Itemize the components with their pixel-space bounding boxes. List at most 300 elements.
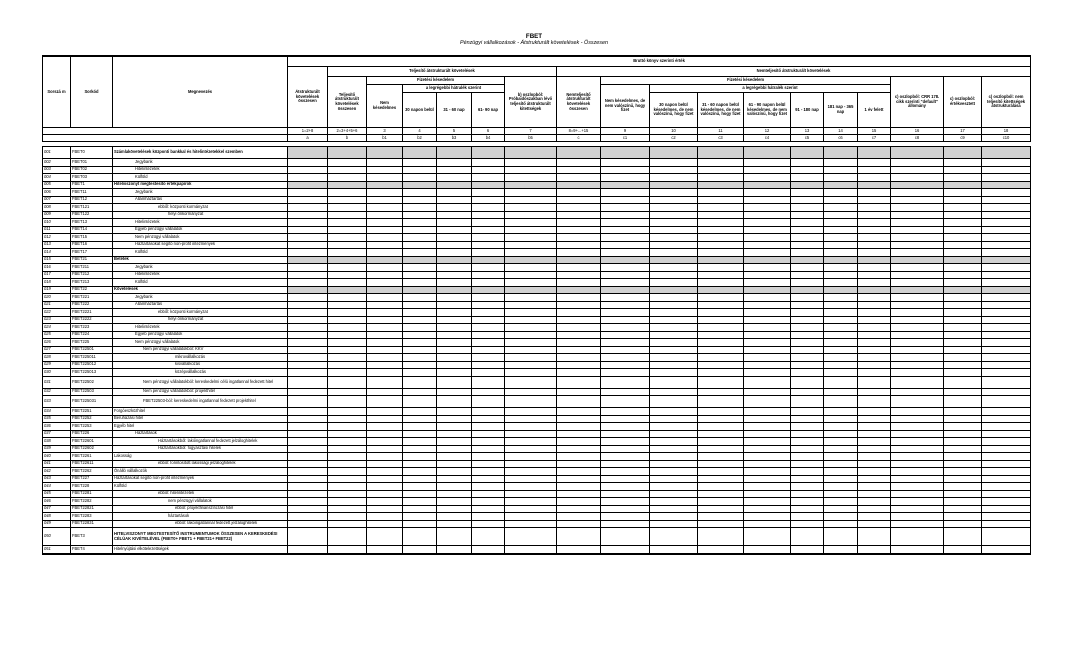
value-cell[interactable]: [944, 301, 982, 309]
value-cell[interactable]: [367, 234, 403, 242]
value-cell[interactable]: [505, 189, 557, 197]
value-cell[interactable]: [472, 475, 505, 483]
value-cell[interactable]: [472, 279, 505, 287]
value-cell[interactable]: [403, 241, 437, 249]
value-cell[interactable]: [650, 388, 698, 396]
value-cell[interactable]: [744, 376, 791, 388]
value-cell[interactable]: [403, 211, 437, 219]
value-cell[interactable]: [437, 159, 472, 167]
value-cell[interactable]: [891, 513, 944, 521]
value-cell[interactable]: [328, 460, 367, 468]
value-cell[interactable]: [288, 453, 328, 461]
value-cell[interactable]: [944, 513, 982, 521]
value-cell[interactable]: [744, 159, 791, 167]
value-cell[interactable]: [698, 408, 744, 416]
value-cell[interactable]: [328, 174, 367, 182]
value-cell[interactable]: [557, 339, 601, 347]
value-cell[interactable]: [791, 520, 824, 528]
value-cell[interactable]: [791, 174, 824, 182]
value-cell[interactable]: [505, 408, 557, 416]
value-cell[interactable]: [505, 369, 557, 377]
value-cell[interactable]: [650, 408, 698, 416]
value-cell[interactable]: [982, 460, 1031, 468]
value-cell[interactable]: [505, 475, 557, 483]
value-cell[interactable]: [367, 279, 403, 287]
value-cell[interactable]: [650, 301, 698, 309]
value-cell[interactable]: [328, 204, 367, 212]
value-cell[interactable]: [367, 430, 403, 438]
value-cell[interactable]: [744, 249, 791, 257]
value-cell[interactable]: [328, 324, 367, 332]
value-cell[interactable]: [650, 279, 698, 287]
value-cell[interactable]: [698, 339, 744, 347]
value-cell[interactable]: [505, 528, 557, 546]
value-cell[interactable]: [367, 181, 403, 189]
value-cell[interactable]: [288, 189, 328, 197]
value-cell[interactable]: [437, 249, 472, 257]
value-cell[interactable]: [698, 286, 744, 294]
value-cell[interactable]: [791, 226, 824, 234]
value-cell[interactable]: [505, 396, 557, 408]
value-cell[interactable]: [557, 354, 601, 362]
value-cell[interactable]: [288, 324, 328, 332]
value-cell[interactable]: [601, 354, 650, 362]
value-cell[interactable]: [944, 445, 982, 453]
value-cell[interactable]: [437, 324, 472, 332]
value-cell[interactable]: [744, 354, 791, 362]
value-cell[interactable]: [472, 324, 505, 332]
value-cell[interactable]: [367, 174, 403, 182]
value-cell[interactable]: [744, 226, 791, 234]
value-cell[interactable]: [328, 294, 367, 302]
value-cell[interactable]: [403, 408, 437, 416]
value-cell[interactable]: [824, 316, 858, 324]
value-cell[interactable]: [744, 483, 791, 491]
value-cell[interactable]: [288, 204, 328, 212]
value-cell[interactable]: [288, 354, 328, 362]
value-cell[interactable]: [601, 189, 650, 197]
value-cell[interactable]: [944, 166, 982, 174]
value-cell[interactable]: [557, 219, 601, 227]
value-cell[interactable]: [557, 196, 601, 204]
value-cell[interactable]: [505, 241, 557, 249]
value-cell[interactable]: [744, 264, 791, 272]
value-cell[interactable]: [982, 204, 1031, 212]
value-cell[interactable]: [328, 354, 367, 362]
value-cell[interactable]: [437, 226, 472, 234]
value-cell[interactable]: [858, 396, 891, 408]
value-cell[interactable]: [472, 159, 505, 167]
value-cell[interactable]: [288, 241, 328, 249]
value-cell[interactable]: [982, 166, 1031, 174]
value-cell[interactable]: [791, 271, 824, 279]
value-cell[interactable]: [367, 226, 403, 234]
value-cell[interactable]: [557, 498, 601, 506]
value-cell[interactable]: [858, 346, 891, 354]
value-cell[interactable]: [288, 475, 328, 483]
value-cell[interactable]: [601, 505, 650, 513]
value-cell[interactable]: [328, 331, 367, 339]
value-cell[interactable]: [891, 415, 944, 423]
value-cell[interactable]: [403, 174, 437, 182]
value-cell[interactable]: [328, 490, 367, 498]
value-cell[interactable]: [367, 520, 403, 528]
value-cell[interactable]: [472, 453, 505, 461]
value-cell[interactable]: [328, 445, 367, 453]
value-cell[interactable]: [437, 513, 472, 521]
value-cell[interactable]: [367, 453, 403, 461]
value-cell[interactable]: [328, 189, 367, 197]
value-cell[interactable]: [824, 241, 858, 249]
value-cell[interactable]: [328, 219, 367, 227]
value-cell[interactable]: [650, 159, 698, 167]
value-cell[interactable]: [858, 309, 891, 317]
value-cell[interactable]: [650, 520, 698, 528]
value-cell[interactable]: [891, 271, 944, 279]
value-cell[interactable]: [650, 460, 698, 468]
value-cell[interactable]: [891, 286, 944, 294]
value-cell[interactable]: [472, 166, 505, 174]
value-cell[interactable]: [698, 505, 744, 513]
value-cell[interactable]: [505, 219, 557, 227]
value-cell[interactable]: [982, 294, 1031, 302]
value-cell[interactable]: [472, 498, 505, 506]
value-cell[interactable]: [601, 396, 650, 408]
value-cell[interactable]: [944, 361, 982, 369]
value-cell[interactable]: [601, 331, 650, 339]
value-cell[interactable]: [403, 226, 437, 234]
value-cell[interactable]: [891, 490, 944, 498]
value-cell[interactable]: [858, 438, 891, 446]
value-cell[interactable]: [858, 354, 891, 362]
value-cell[interactable]: [791, 528, 824, 546]
value-cell[interactable]: [891, 369, 944, 377]
value-cell[interactable]: [791, 147, 824, 159]
value-cell[interactable]: [367, 423, 403, 431]
value-cell[interactable]: [982, 174, 1031, 182]
value-cell[interactable]: [982, 309, 1031, 317]
value-cell[interactable]: [437, 346, 472, 354]
value-cell[interactable]: [891, 279, 944, 287]
value-cell[interactable]: [437, 445, 472, 453]
value-cell[interactable]: [650, 430, 698, 438]
value-cell[interactable]: [472, 211, 505, 219]
value-cell[interactable]: [437, 453, 472, 461]
value-cell[interactable]: [982, 369, 1031, 377]
value-cell[interactable]: [367, 396, 403, 408]
value-cell[interactable]: [824, 415, 858, 423]
value-cell[interactable]: [367, 189, 403, 197]
value-cell[interactable]: [557, 423, 601, 431]
value-cell[interactable]: [858, 174, 891, 182]
value-cell[interactable]: [824, 346, 858, 354]
value-cell[interactable]: [744, 520, 791, 528]
value-cell[interactable]: [328, 430, 367, 438]
value-cell[interactable]: [698, 294, 744, 302]
value-cell[interactable]: [698, 361, 744, 369]
value-cell[interactable]: [505, 423, 557, 431]
value-cell[interactable]: [791, 468, 824, 476]
value-cell[interactable]: [288, 249, 328, 257]
value-cell[interactable]: [601, 490, 650, 498]
value-cell[interactable]: [367, 468, 403, 476]
value-cell[interactable]: [601, 256, 650, 264]
value-cell[interactable]: [601, 211, 650, 219]
value-cell[interactable]: [403, 189, 437, 197]
value-cell[interactable]: [791, 294, 824, 302]
value-cell[interactable]: [367, 324, 403, 332]
value-cell[interactable]: [505, 294, 557, 302]
value-cell[interactable]: [982, 490, 1031, 498]
value-cell[interactable]: [744, 388, 791, 396]
value-cell[interactable]: [944, 271, 982, 279]
value-cell[interactable]: [367, 438, 403, 446]
value-cell[interactable]: [650, 219, 698, 227]
value-cell[interactable]: [824, 546, 858, 554]
value-cell[interactable]: [944, 226, 982, 234]
value-cell[interactable]: [601, 438, 650, 446]
value-cell[interactable]: [698, 271, 744, 279]
value-cell[interactable]: [437, 460, 472, 468]
value-cell[interactable]: [557, 249, 601, 257]
value-cell[interactable]: [472, 181, 505, 189]
value-cell[interactable]: [744, 279, 791, 287]
value-cell[interactable]: [891, 505, 944, 513]
value-cell[interactable]: [698, 174, 744, 182]
value-cell[interactable]: [858, 415, 891, 423]
value-cell[interactable]: [744, 396, 791, 408]
value-cell[interactable]: [437, 309, 472, 317]
value-cell[interactable]: [328, 546, 367, 554]
value-cell[interactable]: [944, 196, 982, 204]
value-cell[interactable]: [403, 159, 437, 167]
value-cell[interactable]: [437, 196, 472, 204]
value-cell[interactable]: [891, 438, 944, 446]
value-cell[interactable]: [944, 475, 982, 483]
value-cell[interactable]: [328, 249, 367, 257]
value-cell[interactable]: [982, 396, 1031, 408]
value-cell[interactable]: [557, 520, 601, 528]
value-cell[interactable]: [744, 316, 791, 324]
value-cell[interactable]: [650, 546, 698, 554]
value-cell[interactable]: [557, 430, 601, 438]
value-cell[interactable]: [650, 204, 698, 212]
value-cell[interactable]: [601, 241, 650, 249]
value-cell[interactable]: [601, 528, 650, 546]
value-cell[interactable]: [403, 438, 437, 446]
value-cell[interactable]: [824, 256, 858, 264]
value-cell[interactable]: [824, 438, 858, 446]
value-cell[interactable]: [824, 528, 858, 546]
value-cell[interactable]: [650, 528, 698, 546]
value-cell[interactable]: [328, 528, 367, 546]
value-cell[interactable]: [891, 528, 944, 546]
value-cell[interactable]: [367, 256, 403, 264]
value-cell[interactable]: [698, 369, 744, 377]
value-cell[interactable]: [858, 453, 891, 461]
value-cell[interactable]: [791, 189, 824, 197]
value-cell[interactable]: [328, 316, 367, 324]
value-cell[interactable]: [891, 430, 944, 438]
value-cell[interactable]: [791, 249, 824, 257]
value-cell[interactable]: [698, 241, 744, 249]
value-cell[interactable]: [650, 369, 698, 377]
value-cell[interactable]: [601, 204, 650, 212]
value-cell[interactable]: [858, 423, 891, 431]
value-cell[interactable]: [288, 468, 328, 476]
value-cell[interactable]: [403, 204, 437, 212]
value-cell[interactable]: [437, 147, 472, 159]
value-cell[interactable]: [944, 181, 982, 189]
value-cell[interactable]: [472, 294, 505, 302]
value-cell[interactable]: [891, 453, 944, 461]
value-cell[interactable]: [601, 159, 650, 167]
value-cell[interactable]: [650, 264, 698, 272]
value-cell[interactable]: [858, 219, 891, 227]
value-cell[interactable]: [891, 147, 944, 159]
value-cell[interactable]: [982, 189, 1031, 197]
value-cell[interactable]: [601, 226, 650, 234]
value-cell[interactable]: [698, 475, 744, 483]
value-cell[interactable]: [650, 286, 698, 294]
value-cell[interactable]: [367, 159, 403, 167]
value-cell[interactable]: [791, 490, 824, 498]
value-cell[interactable]: [328, 520, 367, 528]
value-cell[interactable]: [982, 147, 1031, 159]
value-cell[interactable]: [824, 430, 858, 438]
value-cell[interactable]: [791, 475, 824, 483]
value-cell[interactable]: [944, 189, 982, 197]
value-cell[interactable]: [944, 346, 982, 354]
value-cell[interactable]: [791, 354, 824, 362]
value-cell[interactable]: [328, 226, 367, 234]
value-cell[interactable]: [982, 520, 1031, 528]
value-cell[interactable]: [403, 475, 437, 483]
value-cell[interactable]: [744, 468, 791, 476]
value-cell[interactable]: [891, 354, 944, 362]
value-cell[interactable]: [650, 294, 698, 302]
value-cell[interactable]: [557, 181, 601, 189]
value-cell[interactable]: [403, 376, 437, 388]
value-cell[interactable]: [437, 189, 472, 197]
value-cell[interactable]: [601, 174, 650, 182]
value-cell[interactable]: [858, 505, 891, 513]
value-cell[interactable]: [944, 316, 982, 324]
value-cell[interactable]: [824, 324, 858, 332]
value-cell[interactable]: [824, 388, 858, 396]
value-cell[interactable]: [601, 196, 650, 204]
value-cell[interactable]: [698, 460, 744, 468]
value-cell[interactable]: [744, 339, 791, 347]
value-cell[interactable]: [328, 483, 367, 491]
value-cell[interactable]: [557, 388, 601, 396]
value-cell[interactable]: [698, 196, 744, 204]
value-cell[interactable]: [367, 490, 403, 498]
value-cell[interactable]: [472, 226, 505, 234]
value-cell[interactable]: [744, 204, 791, 212]
value-cell[interactable]: [328, 301, 367, 309]
value-cell[interactable]: [601, 219, 650, 227]
value-cell[interactable]: [288, 166, 328, 174]
value-cell[interactable]: [744, 196, 791, 204]
value-cell[interactable]: [601, 415, 650, 423]
value-cell[interactable]: [791, 219, 824, 227]
value-cell[interactable]: [858, 490, 891, 498]
value-cell[interactable]: [858, 430, 891, 438]
value-cell[interactable]: [557, 361, 601, 369]
value-cell[interactable]: [288, 361, 328, 369]
value-cell[interactable]: [328, 339, 367, 347]
value-cell[interactable]: [791, 376, 824, 388]
value-cell[interactable]: [944, 460, 982, 468]
value-cell[interactable]: [891, 324, 944, 332]
value-cell[interactable]: [944, 505, 982, 513]
value-cell[interactable]: [367, 271, 403, 279]
value-cell[interactable]: [791, 505, 824, 513]
value-cell[interactable]: [824, 453, 858, 461]
value-cell[interactable]: [557, 453, 601, 461]
value-cell[interactable]: [824, 460, 858, 468]
value-cell[interactable]: [437, 279, 472, 287]
value-cell[interactable]: [505, 324, 557, 332]
value-cell[interactable]: [824, 354, 858, 362]
value-cell[interactable]: [472, 388, 505, 396]
value-cell[interactable]: [791, 286, 824, 294]
value-cell[interactable]: [403, 369, 437, 377]
value-cell[interactable]: [824, 271, 858, 279]
value-cell[interactable]: [744, 219, 791, 227]
value-cell[interactable]: [601, 279, 650, 287]
value-cell[interactable]: [698, 159, 744, 167]
value-cell[interactable]: [557, 241, 601, 249]
value-cell[interactable]: [601, 513, 650, 521]
value-cell[interactable]: [288, 256, 328, 264]
value-cell[interactable]: [505, 234, 557, 242]
value-cell[interactable]: [328, 309, 367, 317]
value-cell[interactable]: [288, 445, 328, 453]
value-cell[interactable]: [698, 316, 744, 324]
value-cell[interactable]: [437, 301, 472, 309]
value-cell[interactable]: [944, 264, 982, 272]
value-cell[interactable]: [288, 498, 328, 506]
value-cell[interactable]: [891, 301, 944, 309]
value-cell[interactable]: [367, 301, 403, 309]
value-cell[interactable]: [367, 309, 403, 317]
value-cell[interactable]: [698, 181, 744, 189]
value-cell[interactable]: [944, 415, 982, 423]
value-cell[interactable]: [791, 460, 824, 468]
value-cell[interactable]: [824, 339, 858, 347]
value-cell[interactable]: [557, 483, 601, 491]
value-cell[interactable]: [367, 147, 403, 159]
value-cell[interactable]: [744, 309, 791, 317]
value-cell[interactable]: [744, 174, 791, 182]
value-cell[interactable]: [601, 361, 650, 369]
value-cell[interactable]: [858, 286, 891, 294]
value-cell[interactable]: [403, 354, 437, 362]
value-cell[interactable]: [791, 483, 824, 491]
value-cell[interactable]: [472, 396, 505, 408]
value-cell[interactable]: [982, 468, 1031, 476]
value-cell[interactable]: [858, 256, 891, 264]
value-cell[interactable]: [744, 294, 791, 302]
value-cell[interactable]: [601, 166, 650, 174]
value-cell[interactable]: [650, 423, 698, 431]
value-cell[interactable]: [744, 361, 791, 369]
value-cell[interactable]: [472, 520, 505, 528]
value-cell[interactable]: [824, 475, 858, 483]
value-cell[interactable]: [557, 346, 601, 354]
